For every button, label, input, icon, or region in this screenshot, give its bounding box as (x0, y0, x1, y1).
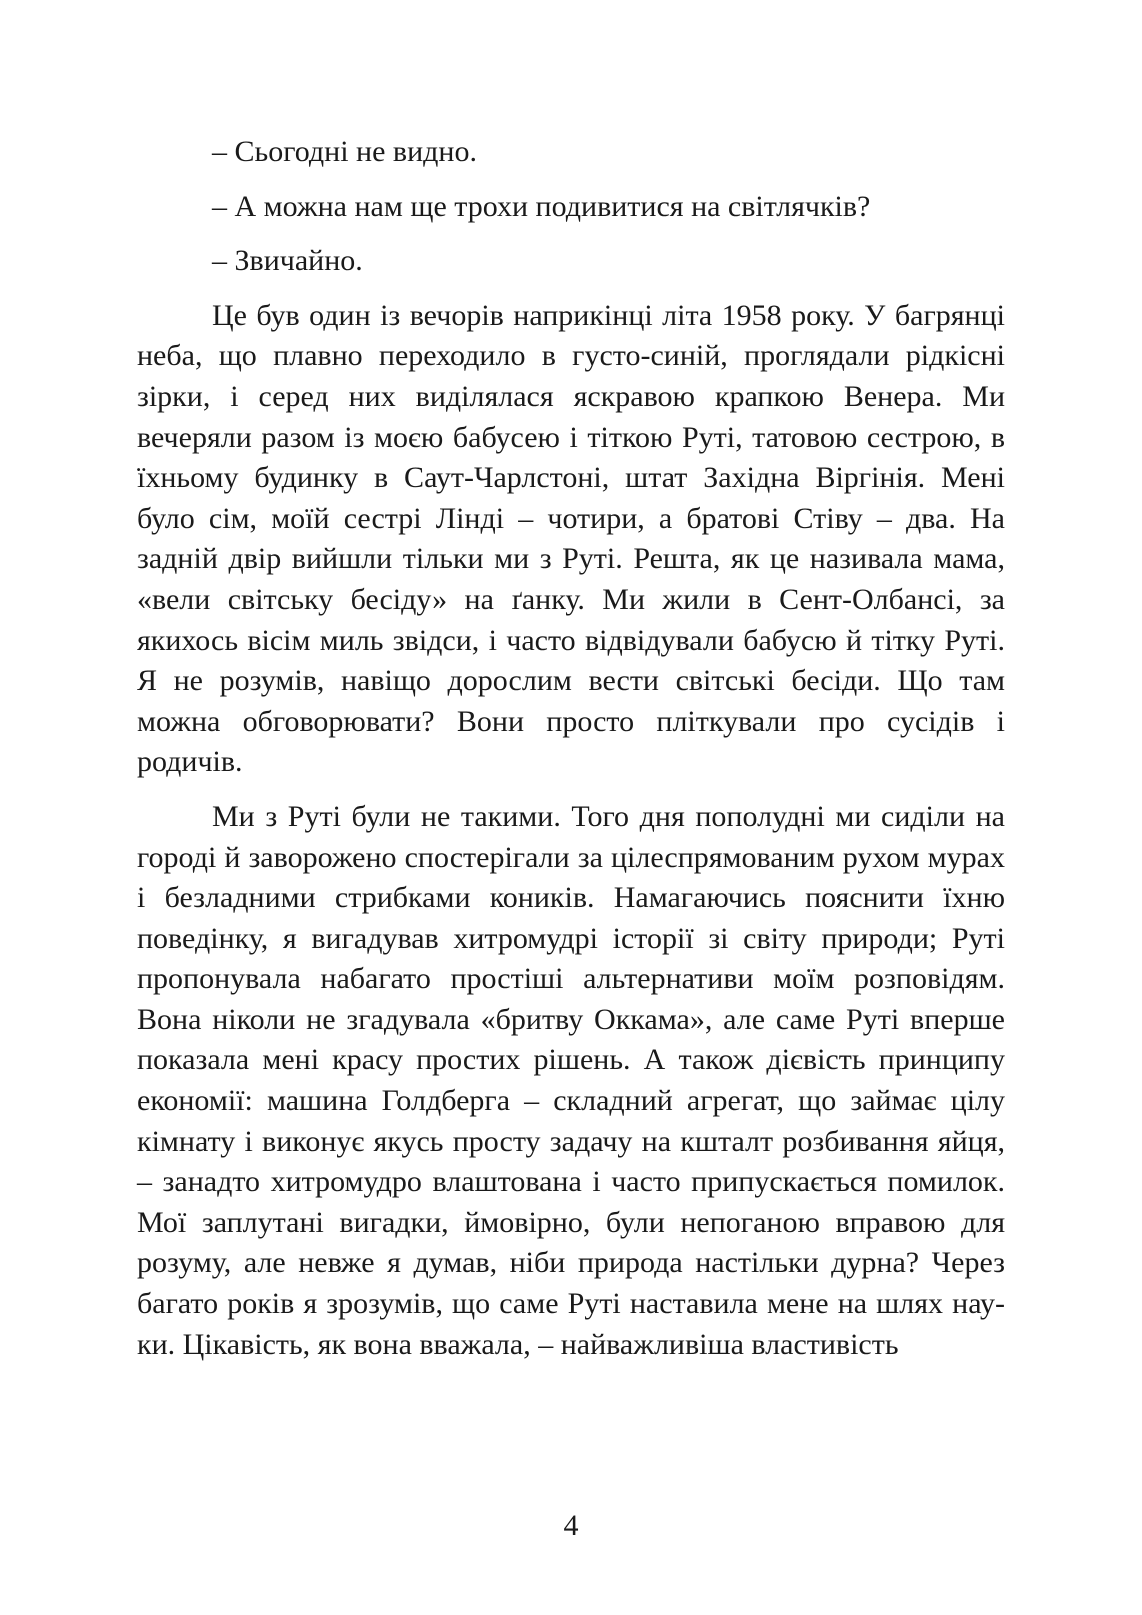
paragraph-1: Це був один із вечорів наприкінці літа 1958 року. У багрянці неба, що плавно переходило в густо-синій, проглядали рідкісні зірки, і серед них виділялася яскравою крапкою Венера. Ми вечеряли разом із моєю бабусею і тіткою Руті, татовою сестрою, в їхньому будинку в Саут-Чарлстоні, штат Західна Віргінія. Мені було сім, моїй сестрі Лінді – чотири, а братові Стіву – два. На задній двір вийшли тільки ми з Руті. Решта, як це називала мама, «вели світську бесіду» на ґанку. Ми жили в Сент-Олбансі, за якихось вісім миль звідси, і часто відвідували бабусю й тітку Руті. Я не розумів, навіщо дорослим вести світські бесіди. Що там можна обговорювати? Вони просто пліткували про сусідів і родичів. (137, 298, 1005, 779)
dialog-line-3: – Звичайно. (212, 244, 363, 278)
paragraph-2: Ми з Руті були не такими. Того дня пополудні ми сиділи на городі й заворожено спостерігали за цілеспрямованим рухом мурах і безладними стрибками коників. Намагаючись пояснити їхню поведінку, я вигадував хитромудрі історії зі світу природи; Руті пропонувала набагато простіші альтернативи моїм розповідям. Вона ніколи не згадувала «бритву Оккама», але саме Руті вперше показала мені красу простих рішень. А також дієвість принципу економії: машина Голдберга – складний агрегат, що займає цілу кімнату і виконує якусь просту задачу на кшталт розбивання яйця, – занадто хитромудро влаштована і часто припускається помилок. Мої заплутані вигадки, ймовірно, були непоганою вправою для розуму, але невже я думав, ніби природа настільки дурна? Через багато років я зрозумів, що саме Руті наставила мене на шлях науки. Цікавість, як вона вважала, – найважливіша властивість (137, 799, 1005, 1361)
dialog-line-2: – А можна нам ще трохи подивитися на світлячків? (212, 189, 871, 223)
dialog-line-1: – Сьогодні не видно. (212, 135, 477, 168)
page-number: 4 (563, 1509, 579, 1542)
page-text (137, 132, 1005, 1365)
